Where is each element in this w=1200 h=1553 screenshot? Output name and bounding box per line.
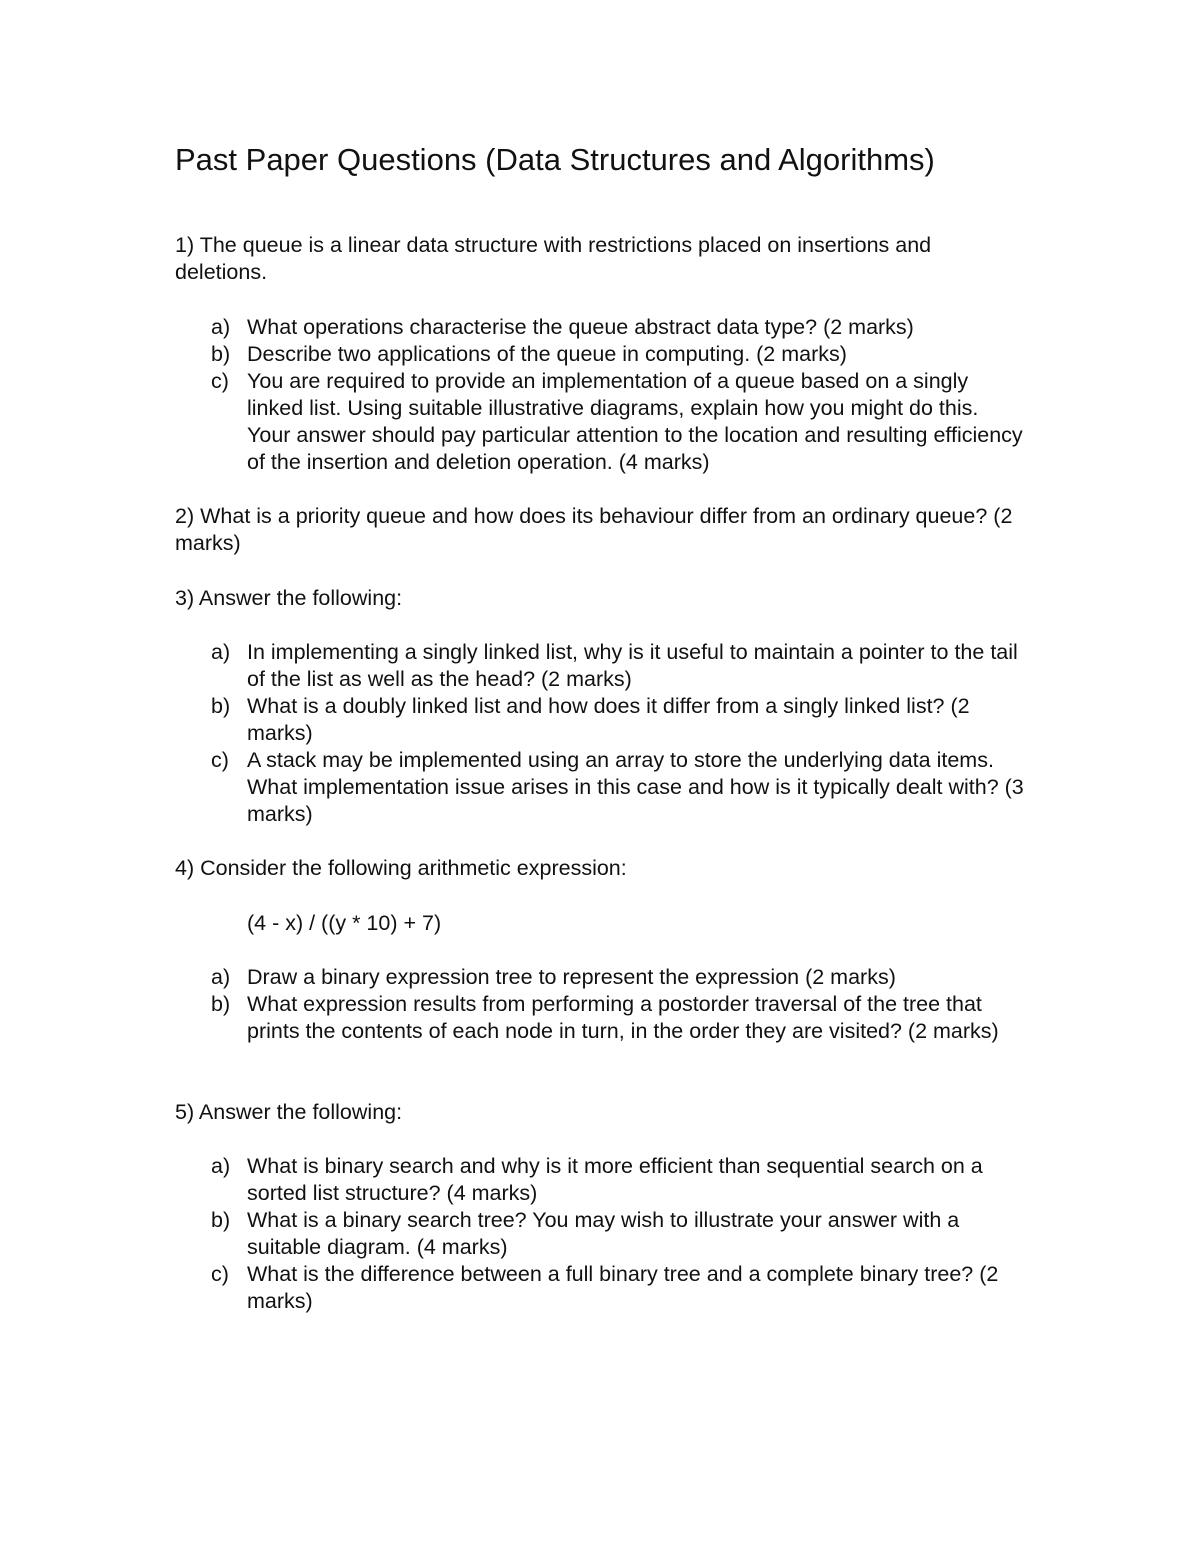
question-text: The queue is a linear data structure with restrictions placed on insertions and deletions.: [175, 233, 932, 284]
question-number: 5): [175, 1100, 195, 1124]
question-number: 3): [175, 586, 195, 610]
question-text: Consider the following arithmetic expression:: [200, 856, 627, 880]
question-5-part-b: [211, 1207, 1026, 1261]
question-3: [175, 585, 1025, 612]
question-5-part-c: [211, 1261, 1026, 1315]
part-text: Describe two applications of the queue in computing. (2 marks): [247, 342, 847, 366]
part-text: What is binary search and why is it more efficient than sequential search on a sorted list structure? (4 marks): [247, 1154, 983, 1205]
question-3-part-b: [211, 693, 1026, 747]
question-1-part-c: [211, 368, 1026, 476]
question-1-part-a: [211, 314, 1026, 341]
question-number: 2): [175, 504, 195, 528]
part-marker: b): [211, 1208, 231, 1232]
part-marker: a): [211, 965, 231, 989]
part-marker: a): [211, 640, 231, 664]
part-marker: c): [211, 369, 229, 393]
part-text: In implementing a singly linked list, why is it useful to maintain a pointer to the tail of the list as well as the head? (2 marks): [247, 640, 1018, 691]
part-marker: b): [211, 694, 231, 718]
question-5: [175, 1099, 1025, 1126]
part-marker: b): [211, 992, 231, 1016]
part-marker: c): [211, 748, 229, 772]
question-1: [175, 232, 1025, 286]
question-1-part-b: [211, 341, 1026, 368]
question-text: Answer the following:: [198, 1100, 403, 1124]
question-number: 1): [175, 233, 195, 257]
part-text: What is a doubly linked list and how does it differ from a singly linked list? (2 marks): [247, 694, 970, 745]
arithmetic-expression: (4 - x) / ((y * 10) + 7): [247, 911, 442, 935]
question-4-part-b: [211, 991, 1026, 1045]
part-text: What operations characterise the queue abstract data type? (2 marks): [247, 315, 914, 339]
part-text: What is a binary search tree? You may wish to illustrate your answer with a suitable diagram. (4 marks): [247, 1208, 960, 1259]
part-marker: a): [211, 1154, 231, 1178]
question-2: [175, 503, 1025, 557]
page-title: Past Paper Questions (Data Structures and Algorithms): [175, 142, 935, 177]
question-4-part-a: [211, 964, 1026, 991]
question-5-part-a: [211, 1153, 1026, 1207]
part-text: You are required to provide an implementation of a queue based on a singly linked list. Using suitable illustrative diagrams, explain how you might do this. Your answer should pay particular attention to the location and resulting efficiency of the insertion and deletion operation. (4 marks): [247, 369, 1023, 474]
part-marker: c): [211, 1262, 229, 1286]
question-number: 4): [175, 856, 195, 880]
part-text: What expression results from performing a postorder traversal of the tree that prints the contents of each node in turn, in the order they are visited? (2 marks): [247, 992, 999, 1043]
question-3-part-c: [211, 747, 1026, 828]
question-text: Answer the following:: [198, 586, 403, 610]
part-marker: b): [211, 342, 231, 366]
part-text: What is the difference between a full binary tree and a complete binary tree? (2 marks): [247, 1262, 999, 1313]
part-text: Draw a binary expression tree to represent the expression (2 marks): [247, 965, 896, 989]
question-text: What is a priority queue and how does its behaviour differ from an ordinary queue? (2 marks): [175, 504, 1013, 555]
question-3-part-a: [211, 639, 1026, 693]
part-text: A stack may be implemented using an array to store the underlying data items. What implementation issue arises in this case and how is it typically dealt with? (3 marks): [247, 748, 1024, 826]
part-marker: a): [211, 315, 231, 339]
question-4: [175, 855, 1025, 882]
